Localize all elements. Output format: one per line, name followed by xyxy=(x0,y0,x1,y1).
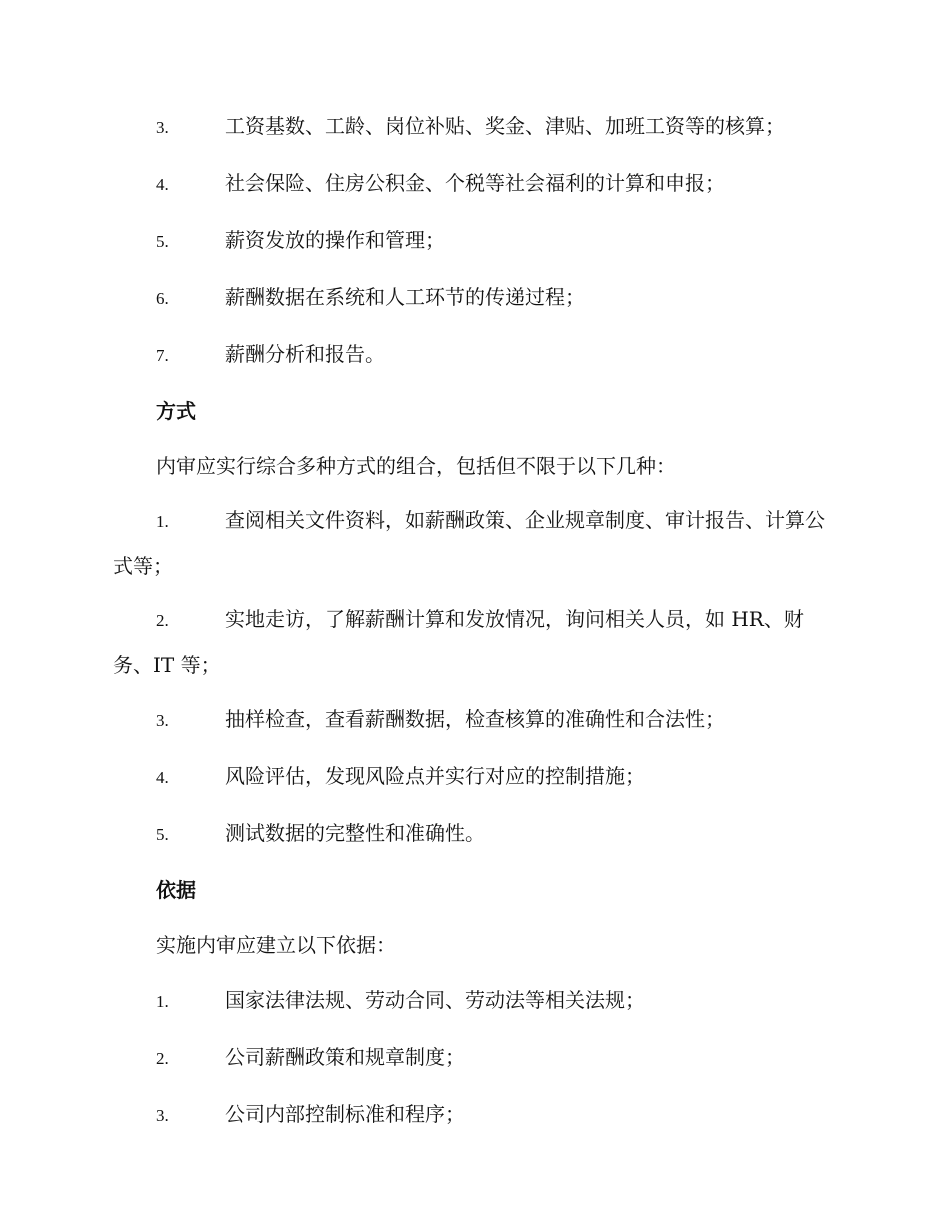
list-text: 社会保险、住房公积金、个税等社会福利的计算和申报； xyxy=(225,171,725,195)
list-item xyxy=(113,597,835,687)
list-item xyxy=(113,274,835,322)
list-text: 抽样检查，查看薪酬数据，检查核算的准确性和合法性； xyxy=(225,707,725,731)
document-content xyxy=(113,103,835,1148)
list-text: 国家法律法规、劳动合同、劳动法等相关法规； xyxy=(225,988,645,1012)
list-text: 风险评估，发现风险点并实行对应的控制措施； xyxy=(225,764,645,788)
list-number: 5. xyxy=(156,232,169,251)
list-item xyxy=(113,103,835,151)
basis-list xyxy=(113,977,835,1139)
list-number: 7. xyxy=(156,346,169,365)
list-number: 1. xyxy=(156,992,169,1011)
list-item xyxy=(113,977,835,1025)
list-text: 薪酬数据在系统和人工环节的传递过程； xyxy=(225,285,585,309)
list-item xyxy=(113,1091,835,1139)
scope-list xyxy=(113,103,835,379)
list-item xyxy=(113,696,835,744)
list-text: 薪酬分析和报告。 xyxy=(225,342,385,366)
list-number: 2. xyxy=(156,1049,169,1068)
list-item xyxy=(113,1034,835,1082)
list-item xyxy=(113,331,835,379)
method-list xyxy=(113,498,835,858)
list-item xyxy=(113,217,835,265)
list-number: 3. xyxy=(156,1106,169,1125)
list-item xyxy=(113,160,835,208)
section-intro-basis: 实施内审应建立以下依据： xyxy=(156,933,396,957)
list-text: 实地走访，了解薪酬计算和发放情况，询问相关人员，如 HR、财务、IT 等； xyxy=(113,607,804,677)
list-number: 4. xyxy=(156,768,169,787)
list-number: 1. xyxy=(156,512,169,531)
list-text: 测试数据的完整性和准确性。 xyxy=(225,821,485,845)
list-number: 6. xyxy=(156,289,169,308)
list-number: 2. xyxy=(156,611,169,630)
list-number: 4. xyxy=(156,175,169,194)
section-intro-method: 内审应实行综合多种方式的组合，包括但不限于以下几种： xyxy=(156,454,676,478)
list-text: 公司内部控制标准和程序； xyxy=(225,1102,465,1126)
list-text: 工资基数、工龄、岗位补贴、奖金、津贴、加班工资等的核算； xyxy=(225,114,785,138)
list-number: 5. xyxy=(156,825,169,844)
list-text: 查阅相关文件资料，如薪酬政策、企业规章制度、审计报告、计算公式等； xyxy=(113,508,825,578)
section-heading-method: 方式 xyxy=(156,399,196,423)
list-number: 3. xyxy=(156,118,169,137)
list-text: 公司薪酬政策和规章制度； xyxy=(225,1045,465,1069)
list-item xyxy=(113,810,835,858)
list-number: 3. xyxy=(156,711,169,730)
list-text: 薪资发放的操作和管理； xyxy=(225,228,445,252)
list-item xyxy=(113,498,835,588)
list-item xyxy=(113,753,835,801)
section-heading-basis: 依据 xyxy=(156,878,196,902)
